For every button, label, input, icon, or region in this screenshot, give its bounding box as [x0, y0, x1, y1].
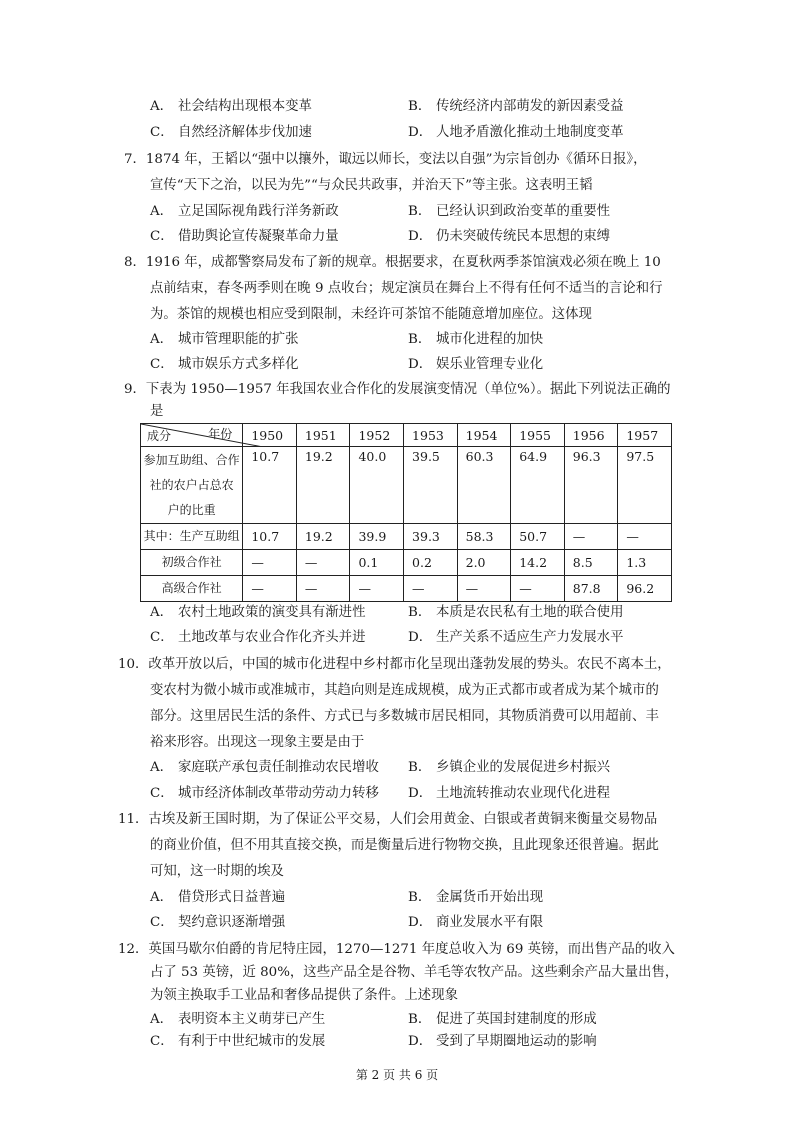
- table-row: [141, 576, 672, 602]
- year-header: 1955: [511, 424, 565, 447]
- q8-stem-line2: 点前结束，春冬两季则在晚 9 点收台；规定演员在舞台上不得有任何不适当的言论和行: [150, 281, 663, 296]
- table-cell: 19.2: [296, 524, 350, 550]
- table-cell: 10.7: [243, 524, 297, 550]
- year-header: 1953: [404, 424, 458, 447]
- year-header: 1954: [457, 424, 511, 447]
- q9-stem-line1: 9．下表为 1950—1957 年我国农业合作化的发展演变情况（单位%）。据此下列说法正确的: [124, 382, 671, 397]
- q6-option-a: A． 社会结构出现根本变革: [150, 99, 312, 114]
- q12-option-d: D． 受到了早期圈地运动的影响: [408, 1034, 597, 1049]
- table-header-row: [141, 424, 672, 447]
- q7-stem-line1: 7．1874 年，王韬以“强中以攘外，诹远以师长，变法以自强”为宗旨创办《循环日报》，: [124, 152, 647, 167]
- table-cell: 40.0: [350, 447, 404, 524]
- q6-option-d: D． 人地矛盾激化推动土地制度变革: [408, 125, 624, 140]
- table-cell: 0.2: [404, 550, 458, 576]
- table-cell: 58.3: [457, 524, 511, 550]
- table-row: [141, 524, 672, 550]
- table-cell: 19.2: [296, 447, 350, 524]
- q7-option-c: C． 借助舆论宣传凝聚革命力量: [150, 229, 339, 244]
- q10-option-c: C． 城市经济体制改革带动劳动力转移: [150, 786, 379, 801]
- table-cell: 64.9: [511, 447, 565, 524]
- q10-stem-line1: 10．改革开放以后，中国的城市化进程中乡村都市化呈现出蓬勃发展的势头。农民不离本土，: [118, 657, 671, 672]
- row-label-line: 户的比重: [167, 502, 216, 517]
- table-cell: —: [296, 550, 350, 576]
- year-header: 1952: [350, 424, 404, 447]
- q10-option-d: D． 土地流转推动农业现代化进程: [408, 786, 611, 801]
- q10-stem-line3: 部分。这里居民生活的条件、方式已与多数城市居民相同，其物质消费可以用超前、丰: [150, 709, 659, 724]
- table-row: [141, 550, 672, 576]
- q8-option-b: B． 城市化进程的加快: [408, 332, 544, 347]
- q9-option-c: C． 土地改革与农业合作化齐头并进: [150, 630, 366, 645]
- row-label-line: 社的农户占总农: [149, 477, 234, 492]
- table-cell: 39.5: [404, 447, 458, 524]
- table-cell: 39.9: [350, 524, 404, 550]
- q6-option-b: B． 传统经济内部萌发的新因素受益: [408, 99, 624, 114]
- row-label-line: 参加互助组、合作: [143, 452, 240, 467]
- q11-stem-line3: 可知，这一时期的埃及: [150, 864, 284, 879]
- table-cell: 2.0: [457, 550, 511, 576]
- q9-option-b: B． 本质是农民私有土地的联合使用: [408, 605, 624, 620]
- q11-option-a: A． 借贷形式日益普遍: [150, 890, 286, 905]
- table-cell: 8.5: [564, 550, 618, 576]
- table-cell: 50.7: [511, 524, 565, 550]
- table-cell: —: [350, 576, 404, 602]
- q11-option-d: D． 商业发展水平有限: [408, 915, 544, 930]
- q6-option-c: C． 自然经济解体步伐加速: [150, 125, 312, 140]
- row-label-advanced-coop: 高级合作社: [141, 576, 243, 602]
- table-cell: —: [404, 576, 458, 602]
- table-cell: 10.7: [243, 447, 297, 524]
- corner-label-component: 成分: [147, 429, 172, 443]
- table-cell: 39.3: [404, 524, 458, 550]
- q8-option-d: D． 娱乐业管理专业化: [408, 357, 544, 372]
- table-cell: 1.3: [618, 550, 672, 576]
- q11-stem-line2: 的商业价值，但不用其直接交换，而是衡量后进行物物交换，且此现象还很普遍。据此: [150, 838, 659, 853]
- q7-option-d: D． 仍未突破传统民本思想的束缚: [408, 229, 611, 244]
- page-footer: 第 2 页 共 6 页: [355, 1068, 439, 1082]
- q7-stem-line2: 宣传“天下之治，以民为先”“与众民共政事，并治天下”等主张。这表明王韬: [150, 178, 593, 193]
- q10-option-a: A． 家庭联产承包责任制推动农民增收: [150, 760, 379, 775]
- row-label-mutual-aid: 其中：生产互助组: [141, 524, 243, 550]
- q9-option-d: D． 生产关系不适应生产力发展水平: [408, 630, 624, 645]
- q9-stem-line2: 是: [150, 404, 164, 419]
- q10-option-b: B． 乡镇企业的发展促进乡村振兴: [408, 760, 611, 775]
- year-header: 1956: [564, 424, 618, 447]
- table-cell: —: [296, 576, 350, 602]
- q12-stem-line1: 12．英国马歇尔伯爵的肯尼特庄园，1270—1271 年度总收入为 69 英镑，而出售产品的收入: [118, 942, 675, 957]
- q8-stem-line1: 8．1916 年，成都警察局发布了新的规章。根据要求，在夏秋两季茶馆演戏必须在晚上 10: [124, 255, 661, 270]
- corner-label-year: 年份: [208, 427, 233, 441]
- table-cell: —: [511, 576, 565, 602]
- q8-stem-line3: 为。茶馆的规模也相应受到限制，未经许可茶馆不能随意增加座位。这体现: [150, 307, 592, 322]
- table-cell: 96.2: [618, 576, 672, 602]
- table-cell: —: [243, 576, 297, 602]
- cooperative-table: [140, 423, 672, 602]
- table-cell: 96.3: [564, 447, 618, 524]
- table-cell: —: [457, 576, 511, 602]
- q12-option-c: C． 有利于中世纪城市的发展: [150, 1034, 326, 1049]
- table-cell: 97.5: [618, 447, 672, 524]
- table-row: [141, 447, 672, 524]
- table-cell: 87.8: [564, 576, 618, 602]
- q7-option-a: A． 立足国际视角践行洋务新政: [150, 204, 339, 219]
- table-corner-cell: [141, 424, 243, 447]
- q10-stem-line4: 裕来形容。出现这一现象主要是由于: [150, 735, 365, 750]
- q8-option-c: C． 城市娱乐方式多样化: [150, 357, 299, 372]
- q11-option-b: B． 金属货币开始出现: [408, 890, 544, 905]
- year-header: 1957: [618, 424, 672, 447]
- table-cell: —: [618, 524, 672, 550]
- year-header: 1951: [296, 424, 350, 447]
- table-cell: 14.2: [511, 550, 565, 576]
- q8-option-a: A． 城市管理职能的扩张: [150, 332, 299, 347]
- table-cell: 60.3: [457, 447, 511, 524]
- q10-stem-line2: 变农村为微小城市或准城市，其趋向则是连成规模，成为正式都市或者成为某个城市的: [150, 683, 659, 698]
- year-header: 1950: [243, 424, 297, 447]
- q9-option-a: A． 农村土地政策的演变具有渐进性: [150, 605, 366, 620]
- q11-option-c: C． 契约意识逐渐增强: [150, 915, 286, 930]
- table-cell: —: [564, 524, 618, 550]
- table-cell: 0.1: [350, 550, 404, 576]
- q7-option-b: B． 已经认识到政治变革的重要性: [408, 204, 611, 219]
- q12-stem-line2: 占了 53 英镑，近 80%，这些产品全是谷物、羊毛等农牧产品。这些剩余产品大量出售，: [150, 965, 679, 980]
- q12-option-a: A． 表明资本主义萌芽已产生: [150, 1012, 326, 1027]
- q11-stem-line1: 11．古埃及新王国时期，为了保证公平交易，人们会用黄金、白银或者黄铜来衡量交易物品: [118, 812, 658, 827]
- row-label-total: [141, 447, 243, 524]
- row-label-primary-coop: 初级合作社: [141, 550, 243, 576]
- q12-stem-line3: 为领主换取手工业品和奢侈品提供了条件。上述现象: [150, 988, 458, 1003]
- q12-option-b: B． 促进了英国封建制度的形成: [408, 1012, 597, 1027]
- table-cell: —: [243, 550, 297, 576]
